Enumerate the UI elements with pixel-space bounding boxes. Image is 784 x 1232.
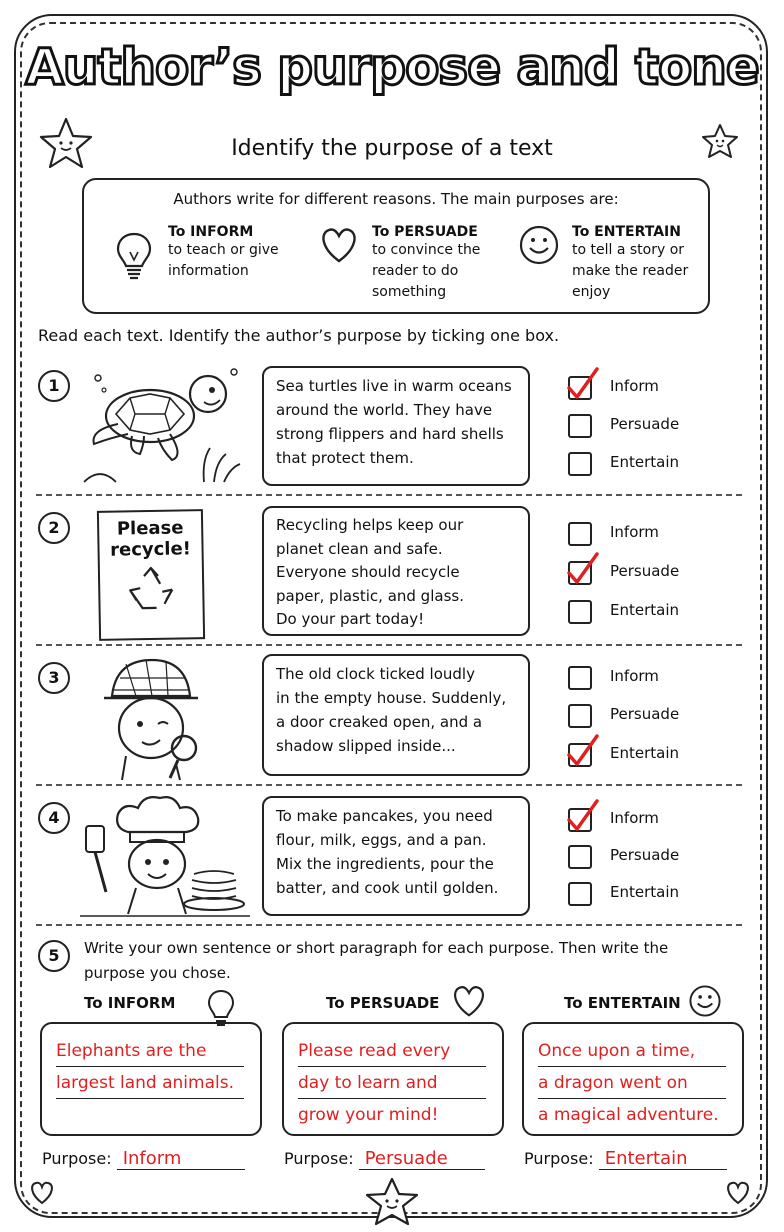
answer-line: largest land animals. (56, 1068, 244, 1099)
question-number: 4 (38, 802, 70, 834)
purpose-inform: To INFORM to teach or give information (168, 224, 279, 279)
checkmark-icon (566, 551, 600, 587)
purpose-field-persuade[interactable]: Purpose: Persuade (284, 1148, 485, 1170)
task-instructions: Write your own sentence or short paragraph for each purpose. Then write the purpose you chose. (84, 939, 669, 982)
star-icon (362, 1176, 422, 1228)
answer-line: Once upon a time, (538, 1036, 726, 1067)
answer-line: a dragon went on (538, 1068, 726, 1099)
checkmark-icon (566, 798, 600, 834)
passage-4: To make pancakes, you need flour, milk, eggs, and a pan. Mix the ingredients, pour the batter, and cook until golden. (262, 796, 530, 916)
checkmark-icon (566, 366, 600, 402)
purposes-box (82, 178, 710, 314)
purpose-persuade: To PERSUADE to convince the reader to do something (372, 224, 481, 300)
lightbulb-icon (114, 230, 154, 282)
page-subtitle: Identify the purpose of a text (231, 136, 553, 161)
divider (36, 644, 742, 646)
heart-icon (318, 226, 360, 264)
heart-icon (724, 1180, 752, 1206)
passage-1: Sea turtles live in warm oceans around the world. They have strong flippers and hard shells that protect them. (262, 366, 530, 486)
purpose-answer: Inform (117, 1148, 245, 1170)
writing-box-inform[interactable] (40, 1022, 262, 1136)
passage-2: Recycling helps keep our planet clean and safe. Everyone should recycle paper, plastic, and glass. Do your part today! (262, 506, 530, 636)
instructions: Read each text. Identify the author’s purpose by ticking one box. (38, 326, 560, 345)
question-number: 1 (38, 370, 70, 402)
column-heading-entertain: To ENTERTAIN (564, 994, 681, 1012)
answer-line: Elephants are the (56, 1036, 244, 1067)
purpose-answer: Entertain (599, 1148, 727, 1170)
sea-turtle-image (80, 364, 250, 484)
checkmark-icon (566, 733, 600, 769)
question-number: 3 (38, 662, 70, 694)
detective-kid-image (96, 652, 206, 782)
divider (36, 494, 742, 496)
column-heading-inform: To INFORM (84, 994, 176, 1012)
writing-box-entertain[interactable] (522, 1022, 744, 1136)
recycle-poster-image: Please recycle! (97, 509, 205, 641)
purpose-field-inform[interactable]: Purpose: Inform (42, 1148, 245, 1170)
answer-line: day to learn and (298, 1068, 486, 1099)
answer-line: Please read every (298, 1036, 486, 1067)
passage-3: The old clock ticked loudly in the empty house. Suddenly, a door creaked open, and a shadow slipped inside... (262, 654, 530, 776)
purpose-field-entertain[interactable]: Purpose: Entertain (524, 1148, 727, 1170)
purpose-answer: Persuade (359, 1148, 485, 1170)
purposes-lead: Authors write for different reasons. The main purposes are: (173, 190, 619, 208)
divider (36, 784, 742, 786)
column-heading-persuade: To PERSUADE (326, 994, 440, 1012)
answer-line: grow your mind! (298, 1105, 439, 1125)
divider (36, 924, 742, 926)
heart-icon (450, 984, 488, 1018)
heart-icon (28, 1180, 56, 1206)
page-title: Author’s purpose and tone (25, 38, 759, 96)
answer-line: a magical adventure. (538, 1105, 719, 1125)
writing-box-persuade[interactable] (282, 1022, 504, 1136)
smiley-icon (688, 984, 722, 1018)
purpose-entertain: To ENTERTAIN to tell a story or make the reader enjoy (572, 224, 689, 300)
smiley-icon (518, 224, 560, 266)
question-number: 5 (38, 940, 70, 972)
question-number: 2 (38, 512, 70, 544)
chef-kid-image (80, 792, 250, 918)
recycle-icon (126, 566, 177, 613)
